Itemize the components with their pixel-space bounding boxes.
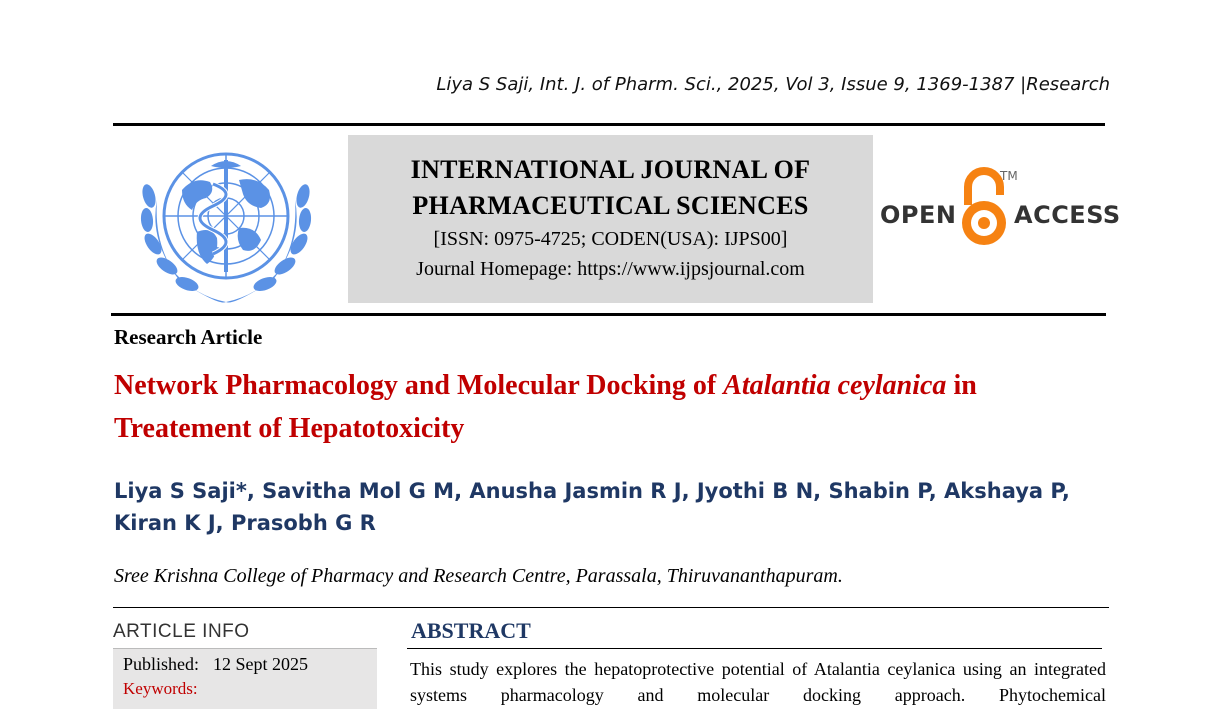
article-title-part1: Network Pharmacology and Molecular Docking of: [114, 370, 724, 401]
abstract-heading: ABSTRACT: [411, 618, 531, 643]
trademark-text: TM: [1000, 169, 1018, 183]
authors-line1: Liya S Saji*, Savitha Mol G M, Anusha Jasmin R J, Jyothi B N, Shabin P, Akshaya P,: [114, 479, 1070, 503]
authors-line2: Kiran K J, Prasobh G R: [114, 511, 376, 535]
journal-issn: [ISSN: 0975-4725; CODEN(USA): IJPS00]: [433, 228, 788, 250]
published-value: 12 Sept 2025: [213, 654, 309, 674]
journal-emblem-icon: [127, 140, 325, 306]
running-head: Liya S Saji, Int. J. of Pharm. Sci., 2025, Vol 3, Issue 9, 1369-1387 |Research: [436, 74, 1110, 95]
article-info-box: [113, 648, 377, 709]
open-access-logo: [880, 165, 1121, 253]
published-row: [123, 654, 308, 675]
header-rule-top: [113, 123, 1105, 126]
article-title: [114, 364, 1114, 450]
header-rule-bottom: [111, 313, 1106, 316]
section-divider: [113, 607, 1109, 608]
journal-homepage: Journal Homepage: https://www.ijpsjournal.com: [416, 258, 805, 280]
open-access-right-text: ACCESS: [1014, 201, 1121, 229]
abstract-text: This study explores the hepatoprotective potential of Atalantia ceylanica using an integrated systems pharmacology and molecular docking approach. Phytochemical: [410, 659, 1106, 705]
journal-title-box: [348, 135, 873, 303]
open-access-left-text: OPEN: [880, 201, 957, 229]
article-title-species: Atalantia ceylanica: [723, 370, 947, 401]
affiliation: Sree Krishna College of Pharmacy and Research Centre, Parassala, Thiruvananthapuram.: [114, 565, 843, 587]
author-list: [114, 475, 1124, 539]
keywords-label: Keywords:: [123, 679, 198, 698]
published-label: Published:: [123, 654, 200, 674]
journal-name-line2: PHARMACEUTICAL SCIENCES: [412, 191, 809, 220]
article-title-part2: in Treatement of Hepatotoxicity: [114, 370, 977, 444]
journal-name-line1: INTERNATIONAL JOURNAL OF: [410, 155, 811, 184]
article-info-heading: ARTICLE INFO: [113, 621, 250, 642]
abstract-rule: [407, 648, 1102, 649]
article-type: Research Article: [114, 325, 263, 349]
